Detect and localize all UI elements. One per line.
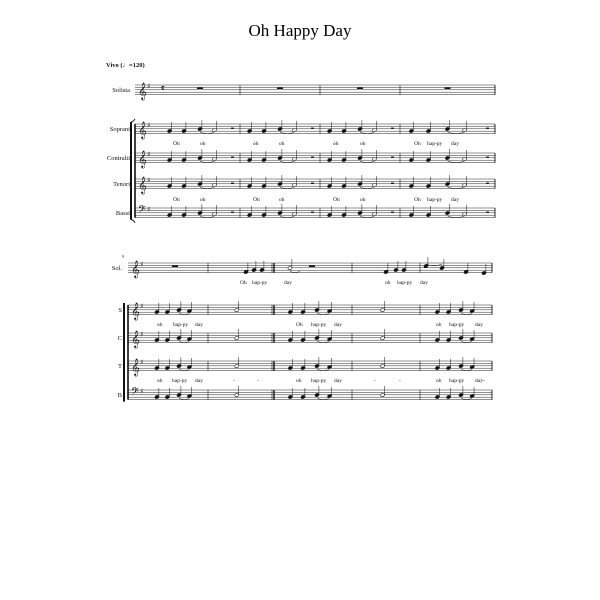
tempo-marking: Vivo (♩=120)	[106, 62, 145, 69]
quarter-rest	[486, 128, 489, 129]
key-signature-sharp: ♯	[140, 387, 144, 396]
key-signature-sharp: ♯	[147, 205, 151, 214]
bass-clef: 𝄢	[131, 385, 139, 400]
treble-clef: 𝄞	[138, 121, 147, 139]
whole-rest	[277, 87, 283, 89]
time-signature: 𝄴	[161, 83, 165, 93]
lyric: Oh	[333, 197, 340, 203]
staff-label-t: T	[118, 363, 122, 370]
lyrics-t	[157, 378, 485, 384]
staff-label-s: S	[118, 307, 122, 314]
lyric: Oh	[173, 197, 180, 203]
lyric: hap-py	[449, 322, 465, 328]
lyric: -	[233, 378, 235, 384]
whole-rest	[445, 87, 451, 89]
key-signature-sharp: ♯	[147, 121, 151, 130]
lyric: Oh	[240, 280, 247, 286]
treble-clef: 𝄞	[138, 176, 147, 194]
lyric: oh	[157, 378, 163, 384]
lyric: hap-py	[397, 280, 413, 286]
treble-clef: 𝄞	[131, 260, 140, 278]
lyric: oh	[279, 141, 285, 147]
lyric: oh	[200, 197, 206, 203]
lyric: day	[195, 322, 203, 328]
lyric: hap-py	[173, 322, 189, 328]
lyric: hap-py	[311, 378, 327, 384]
quarter-rest	[486, 212, 489, 213]
lyric: oh	[360, 197, 366, 203]
quarter-rest	[231, 183, 234, 184]
quarter-rest	[311, 212, 314, 213]
lyric: -	[257, 378, 259, 384]
whole-rest	[172, 265, 178, 267]
quarter-rest	[486, 183, 489, 184]
lyric: hap-py	[252, 280, 268, 286]
staff-label-sol: Sol.	[111, 265, 122, 272]
lyric: oh	[436, 378, 442, 384]
quarter-rest	[391, 157, 394, 158]
lyric: -	[399, 378, 401, 384]
staff-label-solista: Solista	[112, 87, 130, 94]
treble-clef: 𝄞	[131, 302, 140, 320]
lyric: Oh	[296, 322, 303, 328]
lyric: day	[451, 197, 459, 203]
quarter-rest	[391, 212, 394, 213]
lyrics-solo	[240, 280, 428, 286]
quarter-rest	[311, 183, 314, 184]
lyric: day	[195, 378, 203, 384]
key-signature-sharp: ♯	[147, 150, 151, 159]
lyric: Oh	[414, 197, 421, 203]
quarter-rest	[486, 157, 489, 158]
key-signature-sharp: ♯	[140, 260, 144, 269]
lyric: hap-py	[427, 141, 443, 147]
lyric: oh	[279, 197, 285, 203]
quarter-rest	[231, 128, 234, 129]
lyric: Oh	[173, 141, 180, 147]
staff-label-b: B	[117, 392, 122, 399]
lyric: oh	[253, 141, 259, 147]
lyric: hap-py	[172, 378, 188, 384]
lyrics-s	[157, 322, 483, 328]
lyrics-tenori	[173, 197, 459, 203]
staff-label-c: C	[117, 335, 122, 342]
key-signature-sharp: ♯	[140, 330, 144, 339]
lyric: Oh	[414, 141, 421, 147]
treble-clef: 𝄞	[131, 358, 140, 376]
lyric: -	[374, 378, 376, 384]
lyric: oh	[296, 378, 302, 384]
bracket-bottom	[131, 220, 135, 223]
lyric: hap-py	[427, 197, 443, 203]
quarter-rest	[311, 128, 314, 129]
lyric: oh	[333, 141, 339, 147]
staff-label-tenori: Tenori	[113, 181, 130, 188]
key-signature-sharp: ♯	[147, 82, 151, 91]
lyric: day	[334, 378, 342, 384]
lyric: hap-py	[449, 378, 465, 384]
lyric: Oh	[253, 197, 260, 203]
key-signature-sharp: ♯	[140, 302, 144, 311]
lyric: day	[451, 141, 459, 147]
whole-rest	[309, 265, 315, 267]
key-signature-sharp: ♯	[140, 358, 144, 367]
system-1	[107, 87, 459, 217]
whole-rest	[357, 87, 363, 89]
staff-label-contralti: Contralti	[106, 155, 130, 162]
quarter-rest	[231, 157, 234, 158]
quarter-rest	[311, 157, 314, 158]
lyric: oh	[360, 141, 366, 147]
lyric: day	[334, 322, 342, 328]
bass-clef: 𝄢	[138, 203, 146, 218]
measure-number: 9	[122, 254, 124, 259]
staff-label-bassi: Bassi	[115, 210, 130, 217]
quarter-rest	[231, 212, 234, 213]
lyric: oh	[200, 141, 206, 147]
lyric: hap-py	[311, 322, 327, 328]
lyric: day	[475, 322, 483, 328]
lyric: day-	[475, 378, 485, 384]
music-notation	[124, 82, 495, 402]
system-2	[112, 265, 485, 399]
lyric: oh	[157, 322, 163, 328]
lyric: day	[420, 280, 428, 286]
treble-clef: 𝄞	[138, 82, 147, 100]
quarter-rest	[391, 128, 394, 129]
lyrics-soprani	[173, 141, 459, 147]
bracket-top	[131, 119, 135, 122]
staff-label-soprani: Soprani	[109, 126, 130, 133]
key-signature-sharp: ♯	[147, 176, 151, 185]
quarter-rest	[391, 183, 394, 184]
whole-rest	[197, 87, 203, 89]
score-title: Oh Happy Day	[248, 21, 352, 40]
lyric: oh	[385, 280, 391, 286]
treble-clef: 𝄞	[131, 330, 140, 348]
lyric: oh	[436, 322, 442, 328]
lyric: day	[284, 280, 292, 286]
treble-clef: 𝄞	[138, 150, 147, 168]
